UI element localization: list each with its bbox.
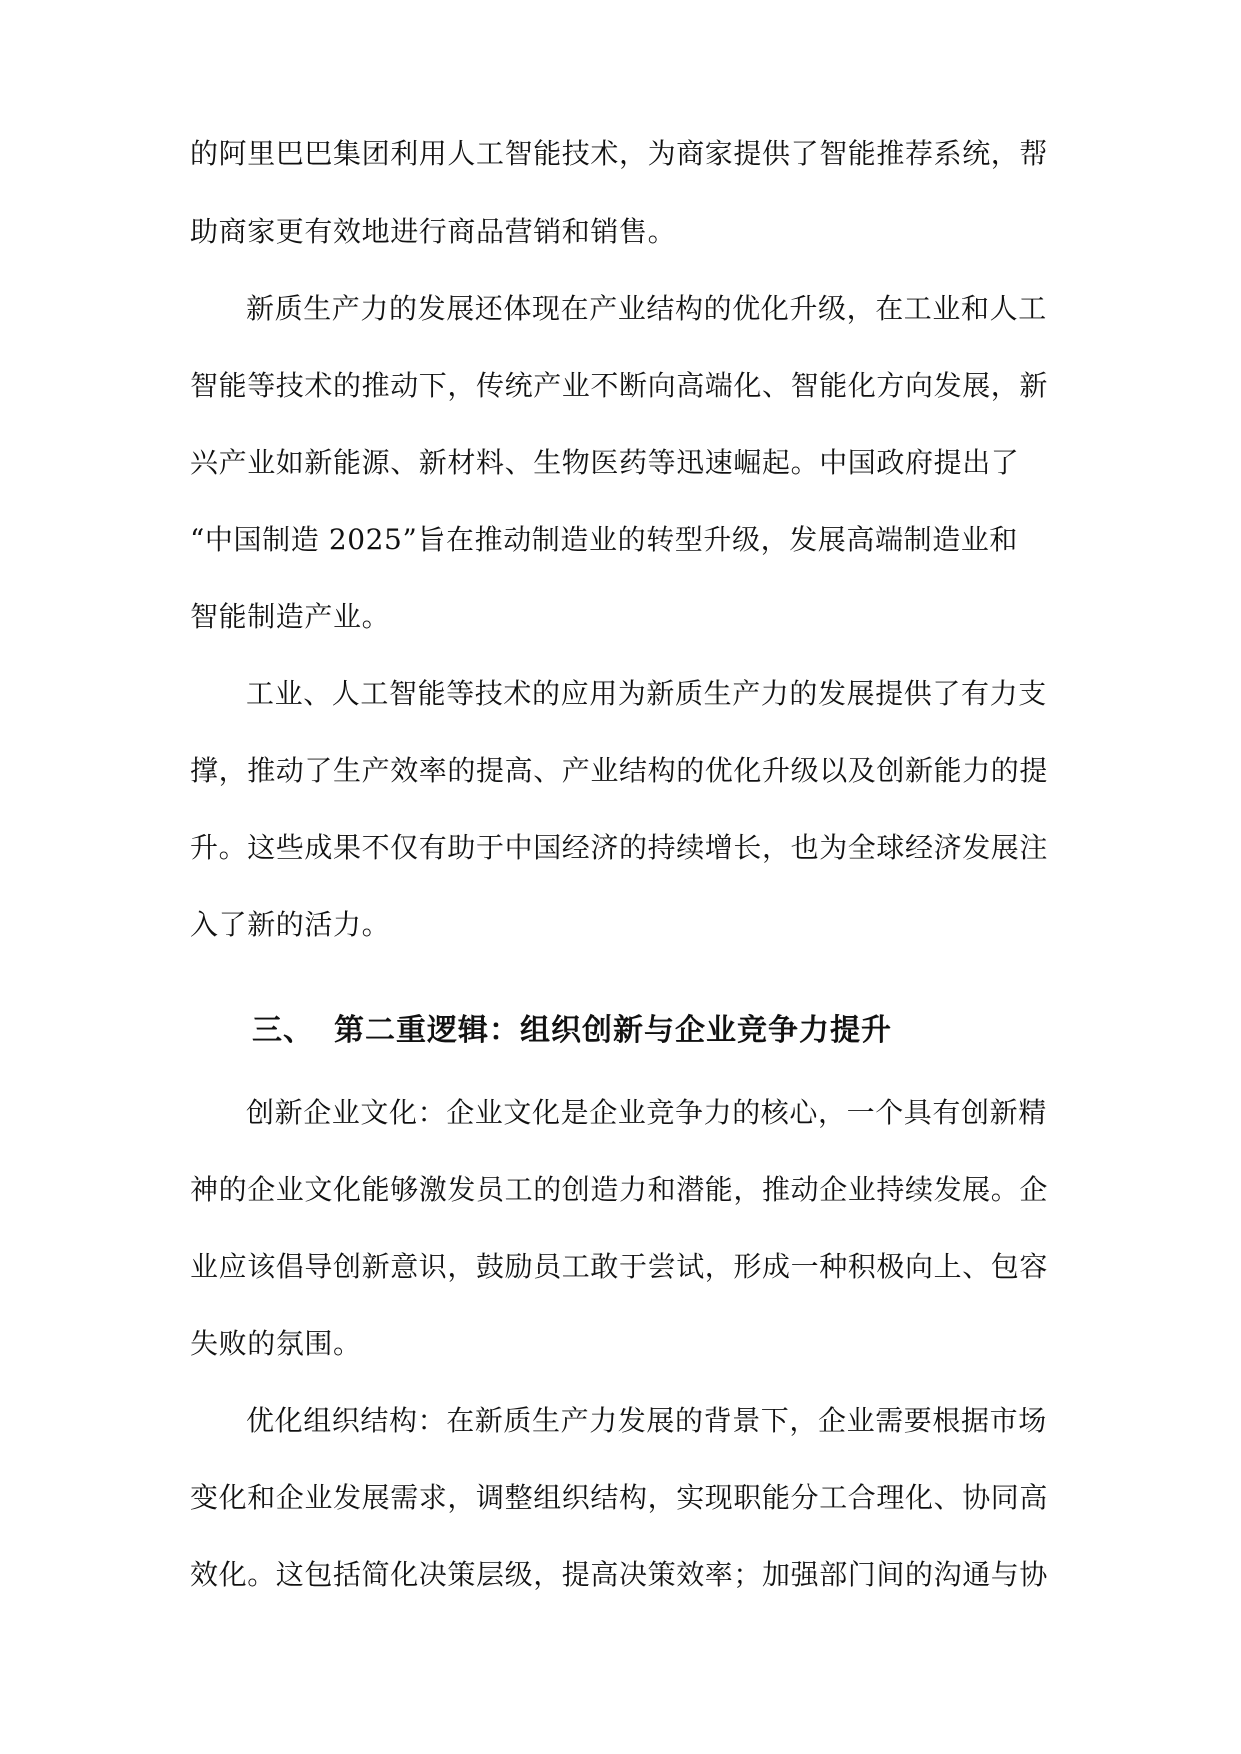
paragraph-line: 神的企业文化能够激发员工的创造力和潜能，推动企业持续发展。企 <box>190 1173 1049 1206</box>
paragraph-line: 的阿里巴巴集团利用人工智能技术，为商家提供了智能推荐系统，帮 <box>190 137 1049 170</box>
paragraph-line: 失败的氛围。 <box>190 1327 362 1360</box>
paragraph-line: 业应该倡导创新意识，鼓励员工敢于尝试，形成一种积极向上、包容 <box>190 1250 1049 1283</box>
paragraph-line: 助商家更有效地进行商品营销和销售。 <box>190 215 677 248</box>
section-number: 三、 <box>252 1013 314 1048</box>
paragraph-line: 撑，推动了生产效率的提高、产业结构的优化升级以及创新能力的提 <box>190 754 1049 787</box>
paragraph-line: 变化和企业发展需求，调整组织结构，实现职能分工合理化、协同高 <box>190 1481 1049 1514</box>
paragraph-line: 智能制造产业。 <box>190 600 391 633</box>
paragraph-line: 创新企业文化：企业文化是企业竞争力的核心，一个具有创新精 <box>246 1096 1047 1129</box>
section-title: 第二重逻辑：组织创新与企业竞争力提升 <box>334 1013 892 1048</box>
paragraph-line: 智能等技术的推动下，传统产业不断向高端化、智能化方向发展，新 <box>190 369 1049 402</box>
paragraph-line: “中国制造 2025”旨在推动制造业的转型升级，发展高端制造业和 <box>190 523 1018 556</box>
paragraph-line: 工业、人工智能等技术的应用为新质生产力的发展提供了有力支 <box>246 677 1047 710</box>
paragraph-line: 优化组织结构：在新质生产力发展的背景下，企业需要根据市场 <box>246 1404 1047 1437</box>
paragraph-line: 升。这些成果不仅有助于中国经济的持续增长，也为全球经济发展注 <box>190 831 1049 864</box>
paragraph-line: 入了新的活力。 <box>190 908 391 941</box>
paragraph-line: 效化。这包括简化决策层级，提高决策效率；加强部门间的沟通与协 <box>190 1558 1049 1591</box>
section-heading <box>252 1009 1072 1053</box>
paragraph-line: 兴产业如新能源、新材料、生物医药等迅速崛起。中国政府提出了 <box>190 446 1020 479</box>
paragraph-line: 新质生产力的发展还体现在产业结构的优化升级，在工业和人工 <box>246 292 1047 325</box>
